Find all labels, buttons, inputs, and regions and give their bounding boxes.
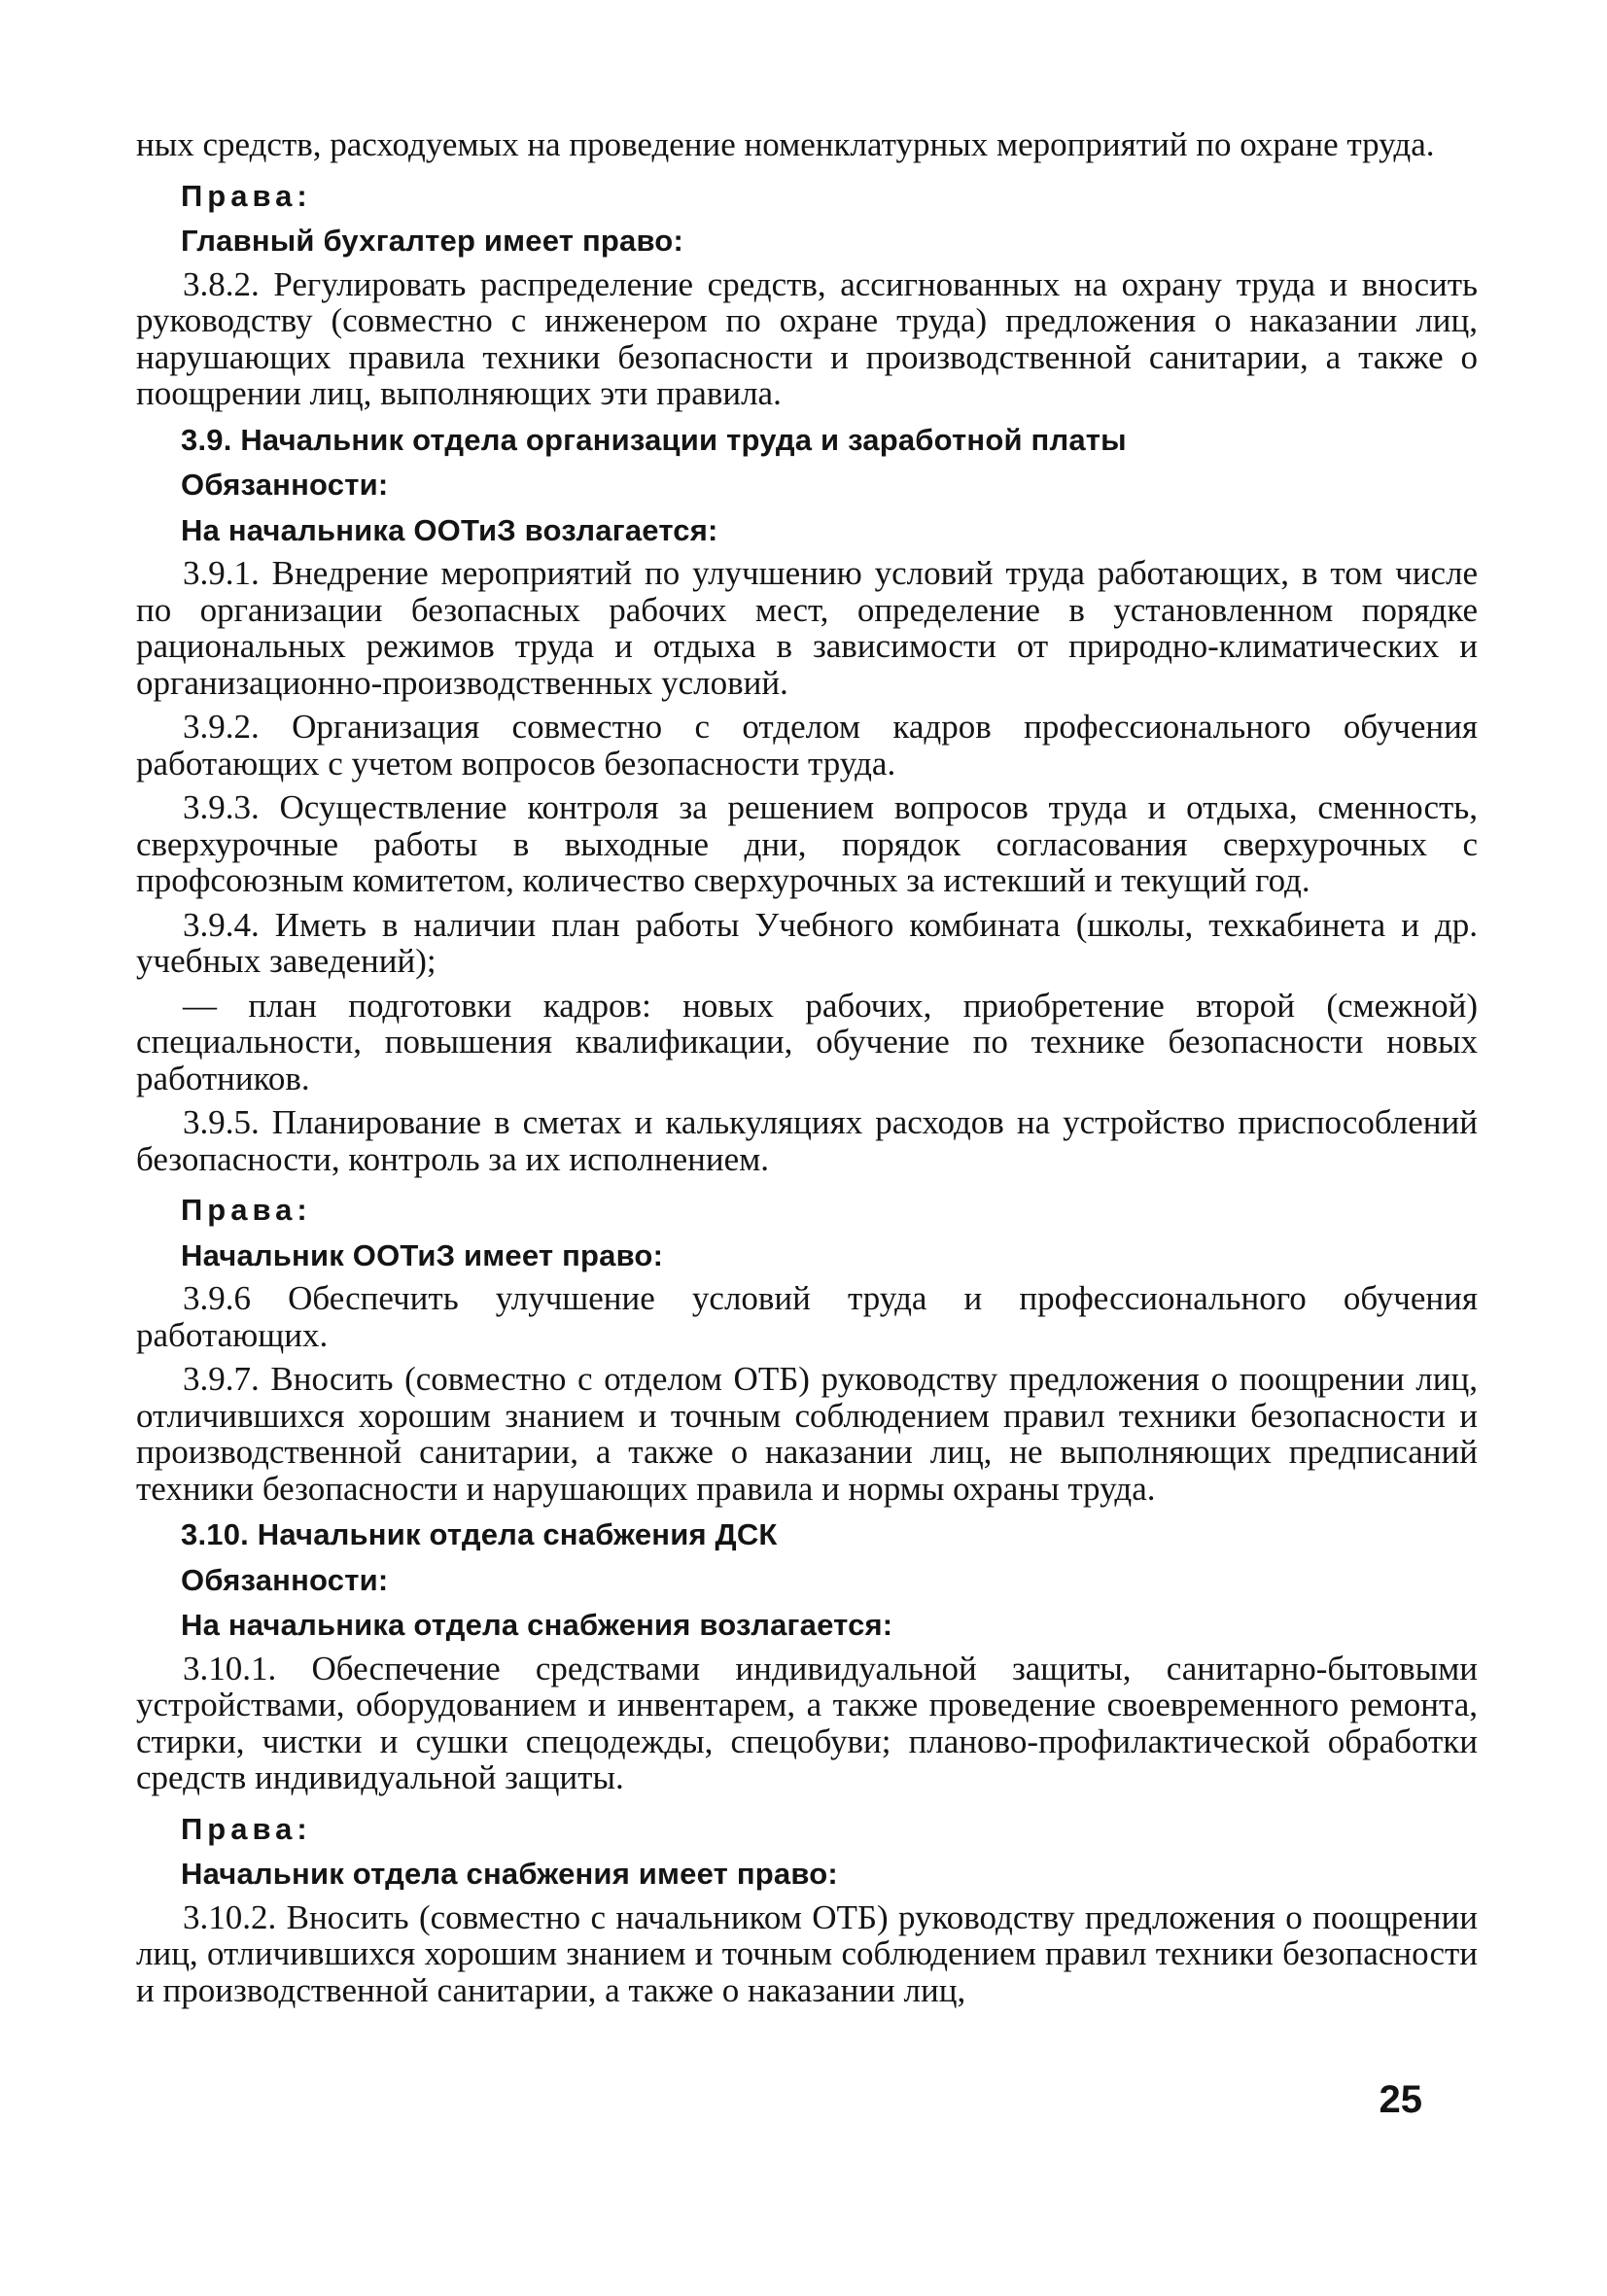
duties-heading: Обязанности:	[181, 1562, 389, 1597]
supply-duties-heading: На начальника отдела снабжения возлагается:	[181, 1608, 893, 1642]
page-number: 25	[1379, 2078, 1422, 2121]
paragraph-3-9-6: 3.9.6 Обеспечить улучшение условий труда и профессионального обучения работающих.	[136, 1279, 1478, 1354]
paragraph-3-9-1: 3.9.1. Внедрение мероприятий по улучшению условий труда работающих, в том числе по организации безопасных рабочих мест, определение в установленном порядке рациональных режимов труда и отдыха в зависимости от природно-климатических и организационно-производственных условий.	[136, 554, 1478, 702]
rights-heading: Права:	[181, 1811, 312, 1846]
duties-heading: Обязанности:	[181, 468, 389, 502]
document-page	[136, 126, 1478, 2016]
rights-heading: Права:	[181, 1193, 312, 1227]
paragraph-3-10-2: 3.10.2. Вносить (совместно с начальником ОТБ) руководству предложения о поощрении лиц, отличившихся хорошим знанием и точным соблюдением правил техники безопасности и производственной санитарии, а также о наказании лиц,	[136, 1897, 1478, 2009]
paragraph-3-9-4: 3.9.4. Иметь в наличии план работы Учебного комбината (школы, техкабинета и др. учебных заведений);	[136, 905, 1478, 980]
paragraph-3-10-1: 3.10.1. Обеспечение средствами индивидуальной защиты, санитарно-бытовыми устройствами, оборудованием и инвентарем, а также проведение своевременного ремонта, стирки, чистки и сушки спецодежды, спецобуви; планово-профилактической обработки средств индивидуальной защиты.	[136, 1649, 1478, 1796]
rights-heading: Права:	[181, 178, 312, 213]
section-3-10-heading: 3.10. Начальник отдела снабжения ДСК	[181, 1517, 778, 1551]
paragraph-3-9-4-list-item: — план подготовки кадров: новых рабочих, приобретение второй (смежной) специальности, повышения квалификации, обучение по технике безопасности новых работников.	[136, 986, 1478, 1097]
paragraph-3-8-2: 3.8.2. Регулировать распределение средств, ассигнованных на охрану труда и вносить руководству (совместно с инженером по охране труда) предложения о наказании лиц, нарушающих правила техники безопасности и производственной санитарии, а также о поощрении лиц, выполняющих эти правила.	[136, 264, 1478, 412]
paragraph-3-9-3: 3.9.3. Осуществление контроля за решением вопросов труда и отдыха, сменность, сверхурочные работы в выходные дни, порядок согласования сверхурочных с профсоюзным комитетом, количество сверхурочных за истекший и текущий год.	[136, 788, 1478, 899]
paragraph-3-9-7: 3.9.7. Вносить (совместно с отделом ОТБ) руководству предложения о поощрении лиц, отличившихся хорошим знанием и точным соблюдением правил техники безопасности и производственной санитарии, а также о наказании лиц, не выполняющих предписаний техники безопасности и нарушающих правила и нормы охраны труда.	[136, 1360, 1478, 1508]
paragraph-3-9-5: 3.9.5. Планирование в сметах и калькуляциях расходов на устройство приспособлений безопасности, контроль за их исполнением.	[136, 1103, 1478, 1178]
chief-accountant-rights-heading: Главный бухгалтер имеет право:	[181, 224, 683, 258]
supply-rights-heading: Начальник отдела снабжения имеет право:	[181, 1857, 838, 1891]
section-3-9-heading: 3.9. Начальник отдела организации труда и заработной платы	[181, 422, 1127, 457]
ootiz-rights-heading: Начальник ООТиЗ имеет право:	[181, 1237, 664, 1272]
paragraph-3-9-2: 3.9.2. Организация совместно с отделом кадров профессионального обучения работающих с учетом вопросов безопасности труда.	[136, 708, 1478, 783]
ootiz-duties-heading: На начальника ООТиЗ возлагается:	[181, 512, 718, 547]
paragraph-continuation: ных средств, расходуемых на проведение номенклатурных мероприятий по охране труда.	[136, 125, 1435, 163]
